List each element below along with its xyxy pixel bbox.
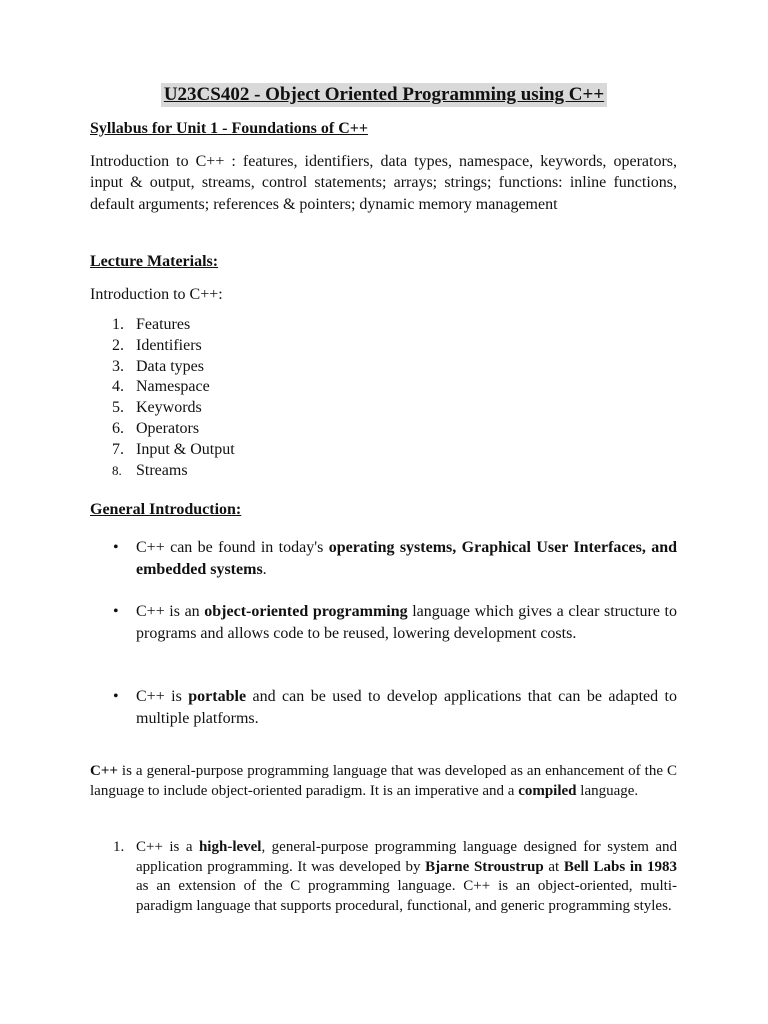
general-introduction-heading: General Introduction:	[90, 501, 242, 518]
lecture-materials-heading: Lecture Materials:	[90, 253, 219, 270]
bold-run: object-oriented programming	[204, 603, 408, 620]
text-run: is a general-purpose programming language that was developed as an enhancement of the C language to include object-oriented paradigm. It is an imperative and a	[90, 763, 677, 799]
list-label: Input & Output	[136, 440, 235, 458]
list-label: Streams	[136, 461, 188, 479]
list-label: Namespace	[136, 378, 210, 396]
list-number: 7.	[112, 440, 124, 458]
bullet-dot: •	[113, 688, 119, 705]
list-label: Data types	[136, 357, 204, 375]
list-item	[108, 419, 235, 440]
list-label: Identifiers	[136, 336, 202, 354]
list-number: 6.	[112, 419, 124, 437]
bullet-dot: •	[113, 539, 119, 556]
list-item	[108, 357, 235, 378]
list-item	[108, 377, 235, 398]
text-run: C++ can be found in today's	[136, 539, 329, 556]
bullet-item	[113, 686, 677, 729]
list-number: 2.	[112, 336, 124, 354]
topics-list	[108, 315, 235, 481]
summary-paragraph	[90, 762, 677, 801]
list-item	[108, 315, 235, 336]
list-number: 5.	[112, 399, 124, 417]
text-run: language which gives a clear structure to programs and allows code to be reused, lowering development costs.	[136, 603, 677, 642]
bullet-dot: •	[113, 603, 119, 620]
text-run: as an extension of the C programming language. C++ is an object-oriented, multi-paradigm language that supports procedural, functional, and generic programming styles.	[136, 878, 677, 914]
bold-run: Bell Labs in 1983	[563, 858, 677, 875]
page-title: U23CS402 - Object Oriented Programming using C++	[161, 83, 607, 107]
bold-run: operating systems, Graphical User Interfaces, and embedded systems	[136, 539, 678, 578]
syllabus-paragraph: Introduction to C++ : features, identifiers, data types, namespace, keywords, operators, input & output, streams, control statements; arrays; strings; functions: inline functions, default arguments; references & pointers; dynamic memory management	[90, 153, 677, 213]
text-run: .	[262, 560, 267, 578]
list-item	[108, 461, 235, 482]
text-run: C++ is an	[136, 603, 205, 620]
intro-label: Introduction to C++:	[90, 286, 223, 303]
bullet-text	[136, 686, 677, 729]
text-run: language.	[576, 782, 639, 799]
list-item	[108, 398, 235, 419]
text-run: at	[543, 858, 564, 875]
list-label: Keywords	[136, 399, 202, 417]
list-label: Features	[136, 316, 191, 333]
bold-run: C++	[90, 763, 118, 779]
bold-run: compiled	[518, 782, 577, 799]
numbered-point	[113, 838, 677, 916]
bullet-item	[113, 601, 677, 644]
text-run: C++ is a	[136, 839, 199, 855]
list-item	[108, 440, 235, 461]
list-number: 8.	[112, 462, 122, 478]
bold-run: high-level	[198, 839, 262, 855]
syllabus-heading: Syllabus for Unit 1 - Foundations of C++	[90, 120, 368, 137]
text-run: , general-purpose programming language designed for system and application programming. It was developed by	[136, 839, 677, 875]
list-label: Operators	[136, 419, 200, 437]
list-item	[108, 336, 235, 357]
point-number: 1.	[113, 839, 125, 855]
list-number: 1.	[112, 316, 124, 333]
title-wrap	[0, 83, 768, 107]
list-number: 3.	[112, 357, 124, 375]
bullet-text	[136, 537, 677, 580]
bold-run: Bjarne Stroustrup	[425, 858, 544, 875]
bullet-text	[136, 601, 677, 644]
bullet-item	[113, 537, 677, 580]
bold-run: portable	[188, 688, 247, 705]
point-text	[136, 838, 677, 916]
list-number: 4.	[112, 378, 124, 396]
text-run: C++ is	[136, 688, 189, 705]
text-run: and can be used to develop applications that can be adapted to multiple platforms.	[136, 688, 677, 727]
